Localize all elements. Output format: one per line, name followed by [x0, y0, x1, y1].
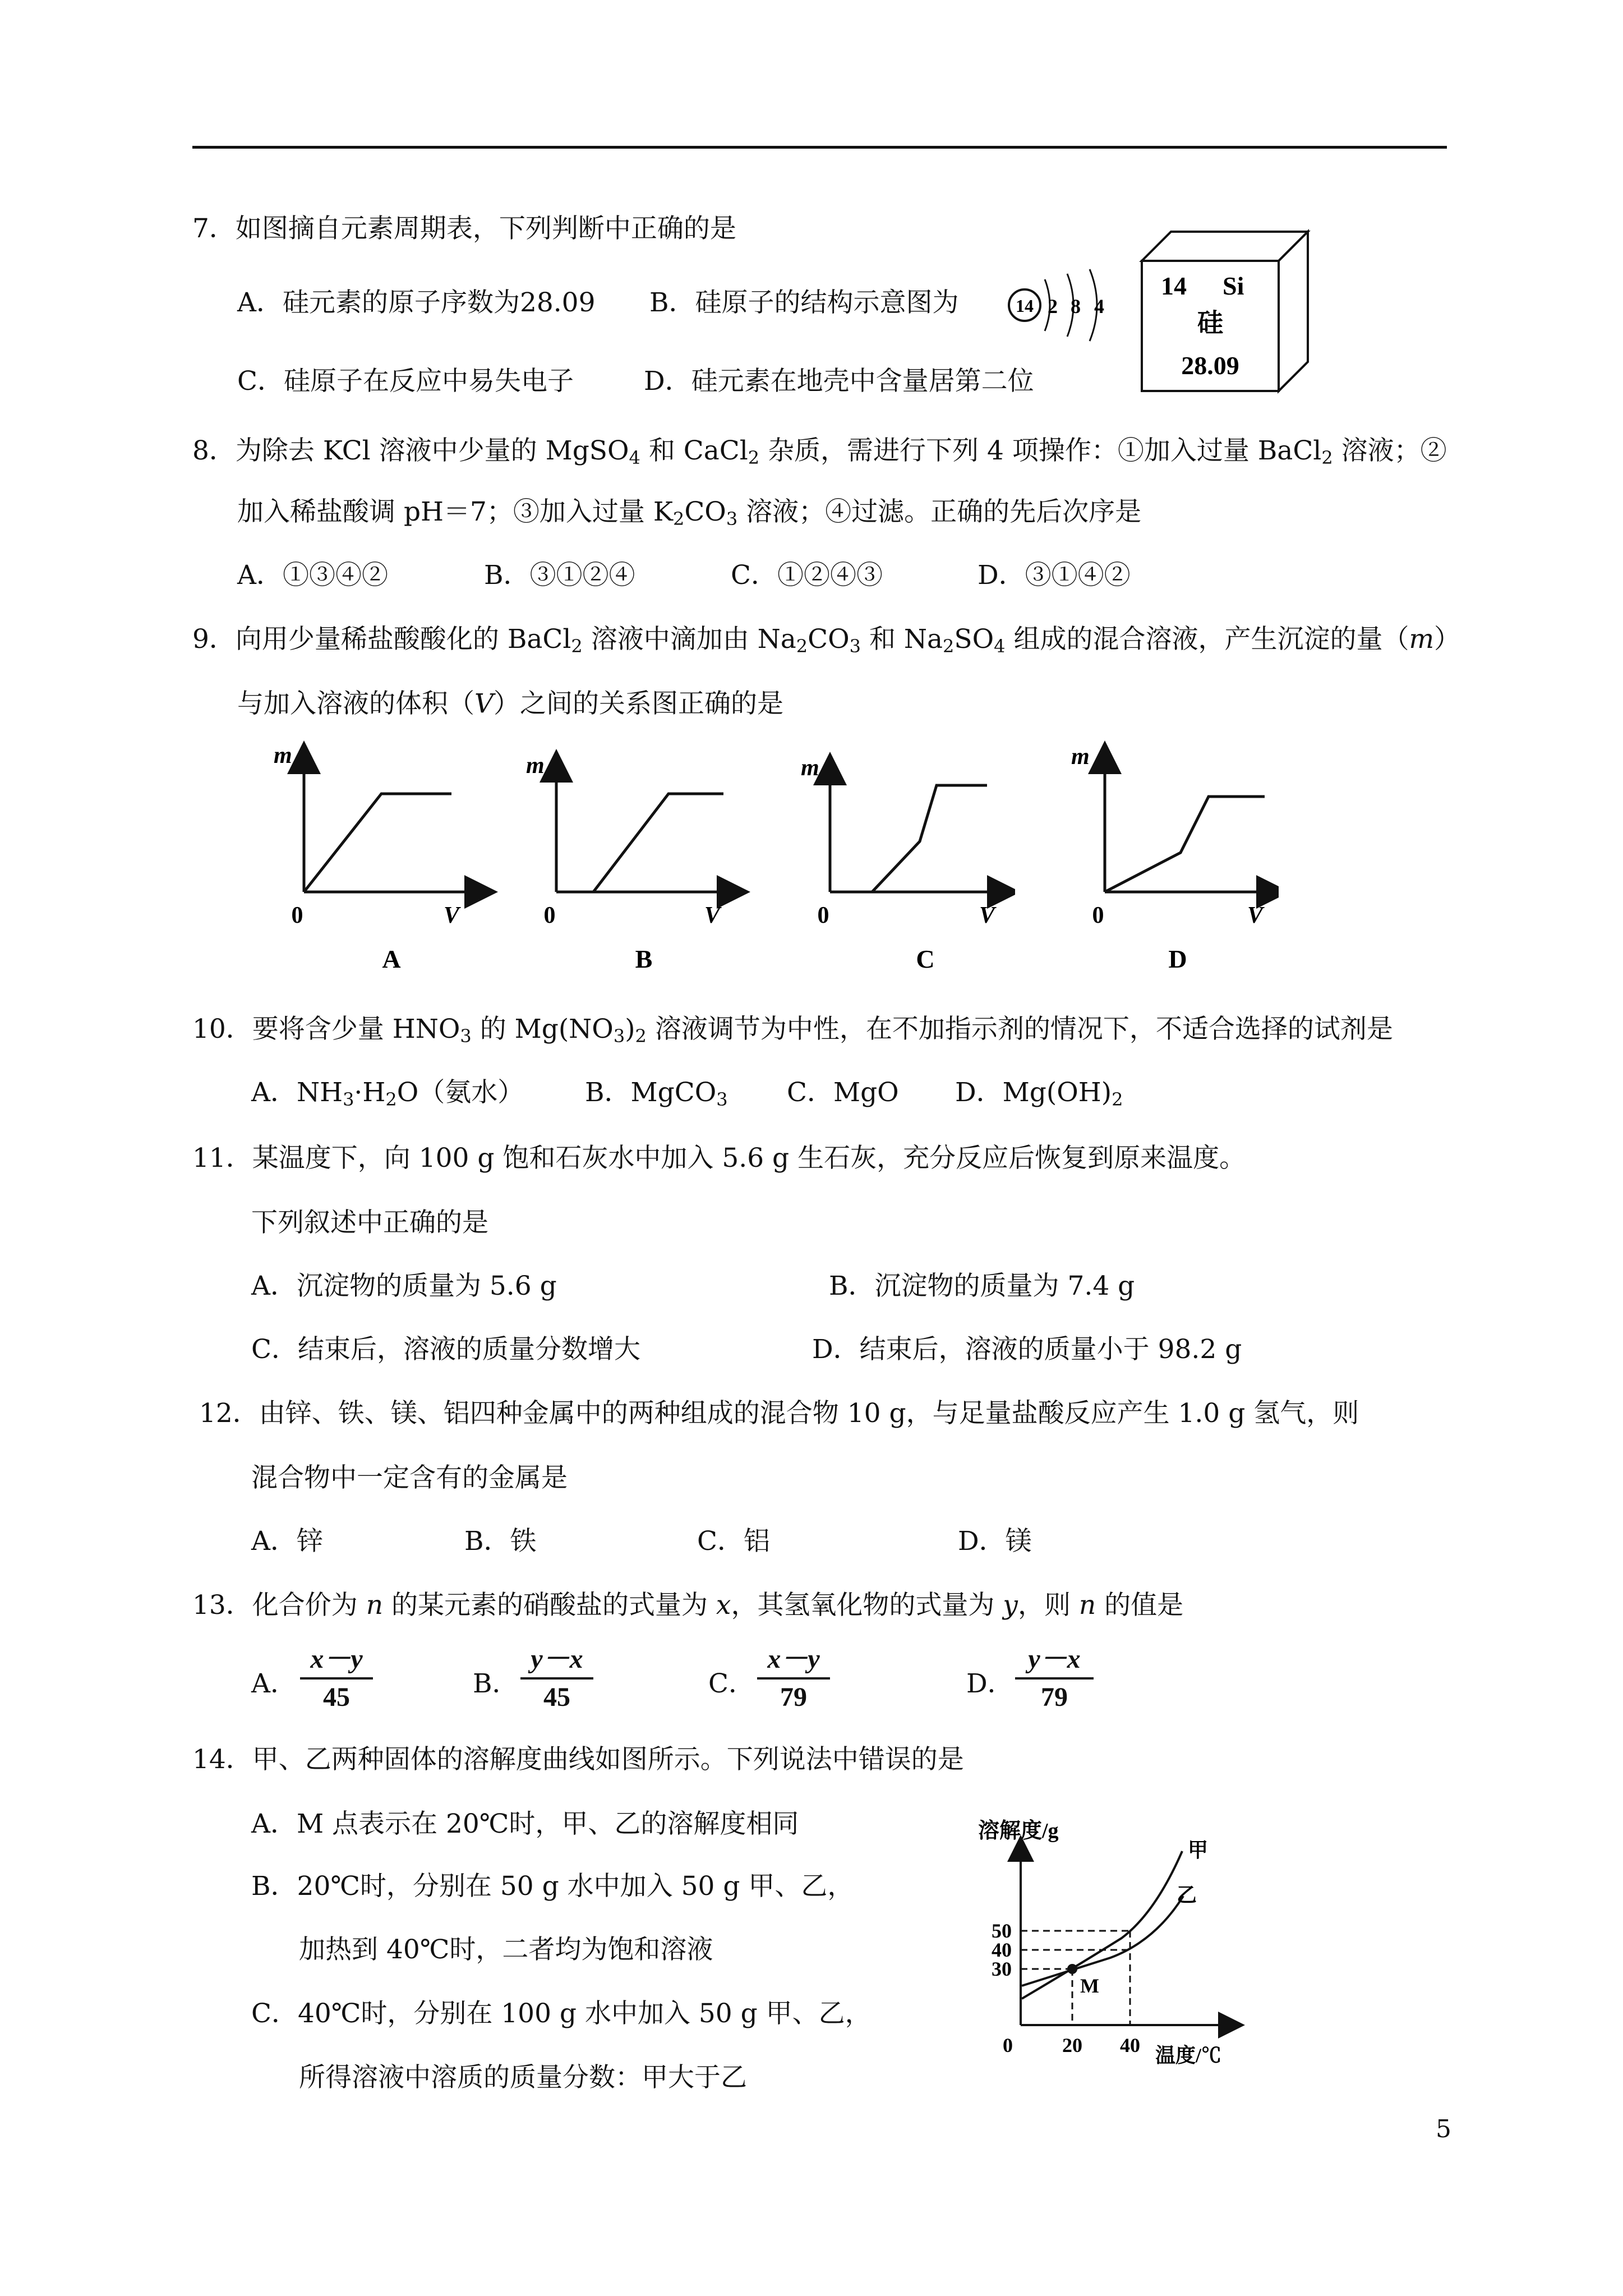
- q12-option-d: D．镁: [958, 1526, 1032, 1557]
- q7-option-b: B．硅原子的结构示意图为: [649, 287, 959, 318]
- origin-label: 0: [543, 903, 556, 928]
- x-axis-label: V: [979, 903, 995, 928]
- q13-fraction-c: x－y 79: [757, 1644, 830, 1713]
- q12-option-a: A．锌: [251, 1526, 323, 1557]
- silicon-element-card: [1138, 227, 1312, 395]
- q9-graph-b: [510, 740, 751, 999]
- q14-option-a: A．M 点表示在 20℃时，甲、乙的溶解度相同: [251, 1809, 799, 1839]
- q13-fraction-b: y－x 45: [520, 1644, 593, 1713]
- q7-option-a: A．硅元素的原子序数为28.09: [237, 287, 596, 318]
- header-rule: [192, 146, 1447, 149]
- q10-option-a: A．$NH_3\cdot H_2O$（氨水）: [251, 1077, 524, 1110]
- q11-stem-2: 下列叙述中正确的是: [251, 1207, 488, 1238]
- atom-shell-3: 4: [1094, 295, 1104, 318]
- silicon-atom-structure-diagram: [1001, 264, 1124, 342]
- q13-label-c: C．: [708, 1668, 755, 1699]
- temperature-x-label: 温度/℃: [1155, 2044, 1222, 2067]
- q7-option-d: D．硅元素在地壳中含量居第二位: [644, 366, 1034, 397]
- curve-jia: [1022, 1851, 1182, 1999]
- q8-option-b: B．③①②④: [484, 560, 635, 591]
- q8-option-d: D．③①④②: [978, 560, 1131, 591]
- q12-option-c: C．铝: [697, 1526, 770, 1557]
- q7-stem: 7．如图摘自元素周期表，下列判断中正确的是: [192, 213, 736, 244]
- q9-line1: 9．向用少量稀盐酸酸化的 BaCl$_2$ 溶液中滴加由 $Na_2CO_3$ 和 $Na_2SO_4$ 组成的混合溶液，产生沉淀的量（m）: [192, 624, 1461, 657]
- y-axis-label: m: [274, 743, 292, 769]
- q12-stem: 12．由锌、铁、镁、铝四种金属中的两种组成的混合物 10 g，与足量盐酸反应产生 1.0 g 氢气，则: [199, 1398, 1359, 1429]
- q11-stem: 11．某温度下，向 100 g 饱和石灰水中加入 5.6 g 生石灰，充分反应后恢复到原来温度。: [192, 1143, 1246, 1174]
- y-axis-label: m: [801, 755, 819, 781]
- q11-option-a: A．沉淀物的质量为 5.6 g: [251, 1271, 557, 1301]
- element-name: 硅: [1197, 309, 1223, 337]
- x-axis-label: V: [443, 903, 460, 928]
- q8-option-c: C．①②④③: [731, 560, 883, 591]
- q14-stem: 14．甲、乙两种固体的溶解度曲线如图所示。下列说法中错误的是: [192, 1744, 964, 1775]
- origin-label: 0: [291, 903, 303, 928]
- q14-option-b-1: B．20℃时，分别在 50 g 水中加入 50 g 甲、乙，: [251, 1871, 854, 1902]
- graph-letter-b: B: [635, 945, 653, 973]
- point-m-label: M: [1080, 1975, 1099, 1997]
- origin-label: 0: [817, 903, 829, 928]
- q8-option-a: A．①③④②: [237, 560, 388, 591]
- q9-line2: 与加入溶液的体积（V）之间的关系图正确的是: [237, 688, 783, 719]
- q10-option-d: D．$Mg(OH)_2$: [955, 1077, 1123, 1110]
- origin-label: 0: [1003, 2034, 1013, 2056]
- graph-letter-a: A: [382, 945, 401, 973]
- ytick-30: 30: [992, 1958, 1012, 1980]
- graph-letter-d: D: [1168, 945, 1187, 973]
- curve-yi: [1022, 1896, 1183, 1986]
- q14-option-c-1: C．40℃时，分别在 100 g 水中加入 50 g 甲、乙，: [251, 1998, 872, 2029]
- q12-stem-2: 混合物中一定含有的金属是: [251, 1462, 568, 1493]
- origin-label: 0: [1092, 903, 1104, 928]
- page-number: 5: [1436, 2115, 1451, 2143]
- x-axis-label: V: [1247, 903, 1264, 928]
- series-yi-label: 乙: [1177, 1884, 1197, 1906]
- q8-line2: 加入稀盐酸调 pH＝7；③加入过量 $K_2CO_3$ 溶液；④过滤。正确的先后次序是: [237, 496, 1142, 530]
- solubility-y-label: 溶解度/g: [978, 1819, 1059, 1843]
- q12-option-b: B．铁: [464, 1526, 537, 1557]
- q7-option-c: C．硅原子在反应中易失电子: [237, 366, 574, 397]
- q10-option-b: B．MgCO$_3$: [585, 1077, 728, 1110]
- q13-label-b: B．: [473, 1668, 519, 1699]
- q11-option-b: B．沉淀物的质量为 7.4 g: [829, 1271, 1135, 1301]
- q9-graph-a: [258, 740, 499, 999]
- q10-stem: 10．要将含少量 $HNO_3$ 的 $Mg(NO_3)_2$ 溶液调节为中性，在不加指示剂的情况下，不适合选择的试剂是: [192, 1014, 1393, 1047]
- q9-graph-d: [1038, 735, 1279, 999]
- q13-label-d: D．: [966, 1668, 1014, 1699]
- solubility-curve-chart: [970, 1818, 1262, 2070]
- xtick-20: 20: [1062, 2034, 1082, 2056]
- q14-option-c-2: 所得溶液中溶质的质量分数：甲大于乙: [299, 2062, 747, 2093]
- ytick-50: 50: [992, 1920, 1012, 1942]
- atom-nucleus: 14: [1016, 296, 1034, 316]
- atom-shell-2: 8: [1071, 295, 1081, 318]
- q10-option-c: C．MgO: [787, 1077, 899, 1108]
- q13-label-a: A．: [251, 1668, 297, 1699]
- q11-option-c: C．结束后，溶液的质量分数增大: [251, 1334, 640, 1365]
- xtick-40: 40: [1120, 2034, 1140, 2056]
- x-axis-label: V: [704, 903, 721, 928]
- graph-letter-c: C: [916, 945, 935, 973]
- y-axis-label: m: [1071, 744, 1090, 770]
- y-axis-label: m: [526, 753, 545, 779]
- q13-fraction-d: y－x 79: [1015, 1644, 1094, 1713]
- q14-option-b-2: 加热到 40℃时，二者均为饱和溶液: [299, 1934, 713, 1965]
- atom-shell-1: 2: [1048, 295, 1058, 318]
- q8-line1: 8．为除去 KCl 溶液中少量的 MgSO$_4$ 和 CaCl$_2$ 杂质，需进行下列 4 项操作：①加入过量 BaCl$_2$ 溶液；②: [192, 435, 1447, 468]
- q13-fraction-a: x－y 45: [300, 1644, 373, 1713]
- element-number: 14: [1161, 272, 1187, 300]
- point-m: [1067, 1964, 1077, 1974]
- element-symbol: Si: [1223, 272, 1244, 300]
- q13-stem: 13．化合价为 n 的某元素的硝酸盐的式量为 x，其氢氧化物的式量为 y，则 n 的值是: [192, 1590, 1184, 1621]
- q9-graph-c: [774, 740, 1015, 999]
- ytick-40: 40: [992, 1939, 1012, 1961]
- series-jia-label: 甲: [1188, 1839, 1209, 1861]
- q11-option-d: D．结束后，溶液的质量小于 98.2 g: [812, 1334, 1242, 1365]
- element-mass: 28.09: [1181, 351, 1239, 380]
